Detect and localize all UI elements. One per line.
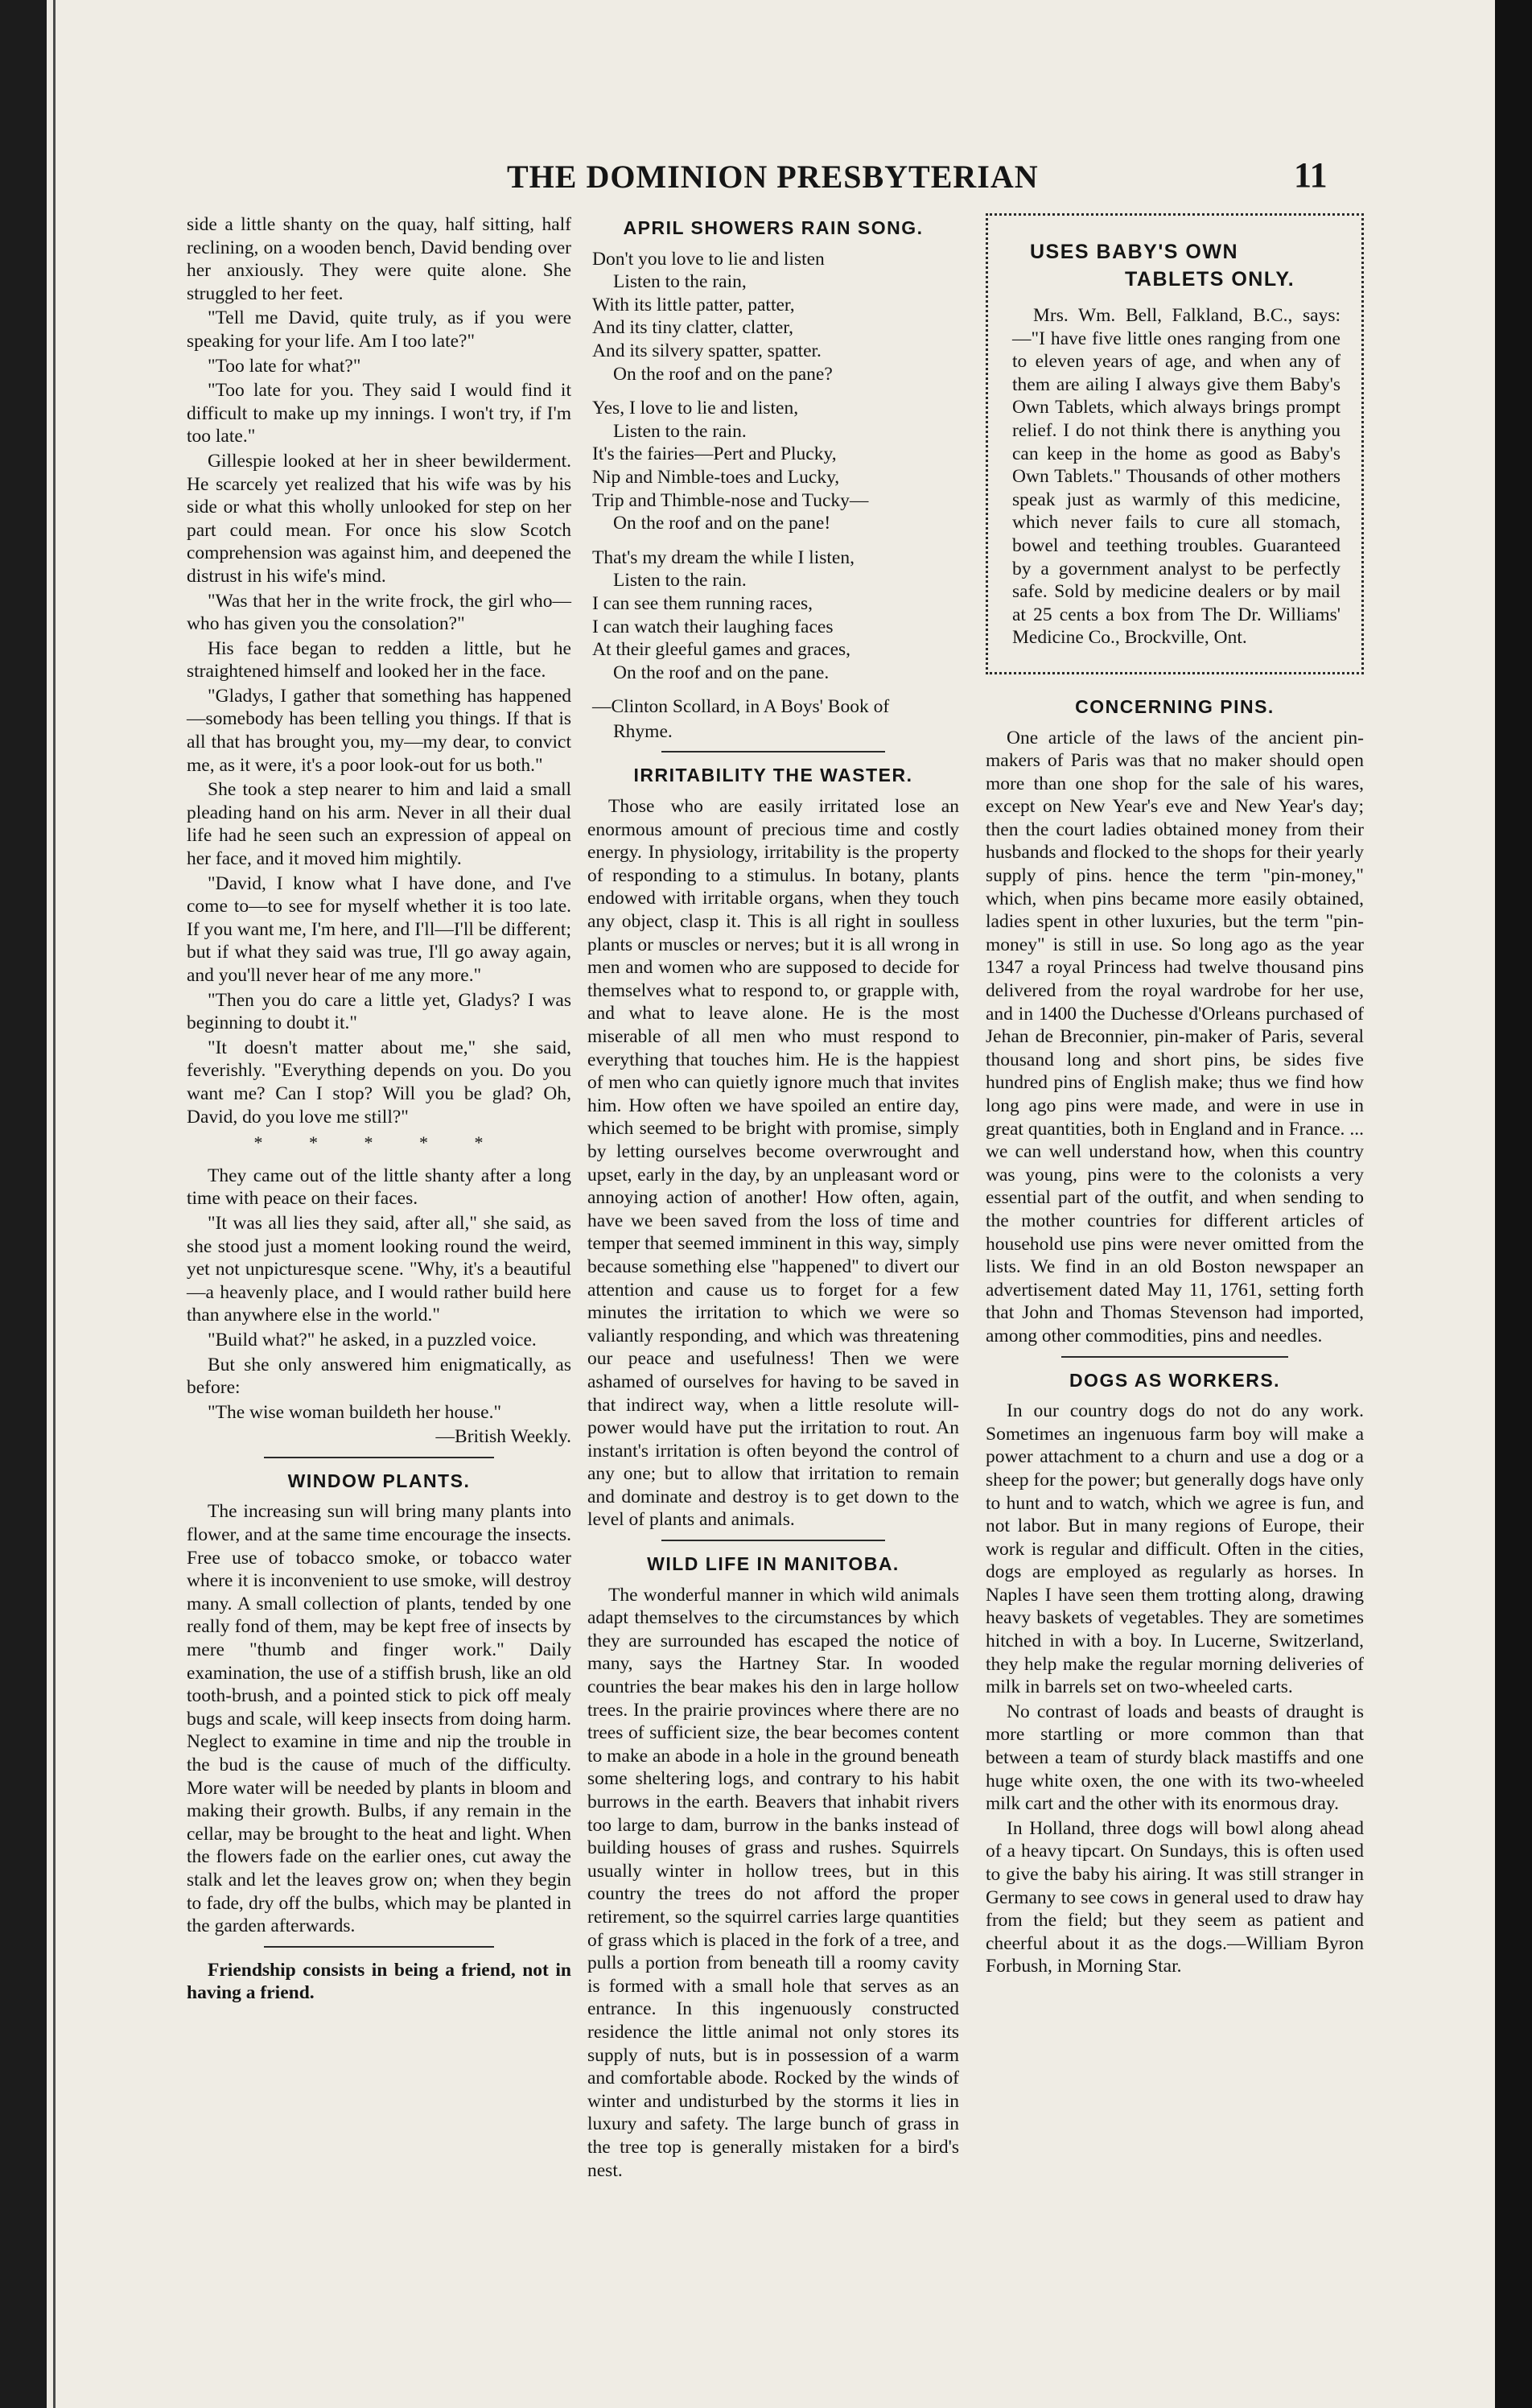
poem-line: At their gleeful games and graces, (592, 639, 851, 661)
poem-line: On the roof and on the pane. (613, 662, 830, 683)
story-paragraph: "Too late for you. They said I would find it difficult to make up my innings. I won't try, if I'm too late." (187, 380, 571, 447)
poem-line: Nip and Nimble-toes and Lucky, (592, 466, 840, 488)
poem-line: Trip and Thimble-nose and Tucky— (592, 489, 869, 511)
ad-heading-line-2: TABLETS ONLY. (1125, 268, 1295, 291)
story-paragraph: "Build what?" he asked, in a puzzled voice. (208, 1329, 537, 1350)
page-number: 11 (1294, 155, 1328, 195)
story-source: —British Weekly. (435, 1426, 571, 1448)
ad-heading (1030, 238, 1340, 293)
divider (661, 1540, 884, 1541)
poem (587, 248, 959, 685)
story-paragraph: "Too late for what?" (208, 355, 361, 377)
ad-heading-line-1: USES BABY'S OWN (1030, 241, 1239, 263)
poem-line: And its tiny clatter, clatter, (592, 317, 794, 339)
section-stars: * * * * * (253, 1132, 504, 1153)
story-paragraph: She took a step nearer to him and laid a small pleading hand on his arm. Never in all their dual life had he seen such an expression of appeal on her face, and it moved him mightily. (187, 779, 571, 870)
dogs-article (986, 1400, 1364, 1978)
dogs-paragraph: In our country dogs do not do any work. Sometimes an ingenuous farm boy will make a power attachment to a churn and use a dog or a sheep for the power; but generally dogs have only to hunt and to watch, which we agree is fun, and not labor. But in many regions of Europe, their work is regular and difficult. Often in the cities, dogs are employed as regularly as horses. In Naples I have seen them trotting along, drawing heavy baskets of vegetables. They are sometimes hitched in with a boy. In Lucerne, Switzerland, they help make the regular morning deliveries of milk in barrels set on two-wheeled carts. (986, 1400, 1364, 1698)
divider (264, 1457, 495, 1458)
page-title: THE DOMINION PRESBYTERIAN (507, 159, 1039, 195)
story-paragraph: side a little shanty on the quay, half sitting, half reclining, on a wooden bench, David bending over her anxiously. They were quite alone. She struggled to her feet. (187, 214, 571, 304)
story-paragraph: "Gladys, I gather that something has happened—somebody has been telling you things. If that is all that has brought you, my—my dear, to convict me, as it were, it's a poor look-out for us both." (187, 685, 571, 776)
irritability-heading: IRRITABILITY THE WASTER. (633, 765, 913, 786)
poem-stanza (592, 248, 959, 386)
story-continuation (187, 213, 571, 1128)
poem-line: That's my dream the while I listen, (592, 546, 855, 568)
divider (1061, 1356, 1288, 1358)
poem-stanza (592, 546, 959, 685)
story-paragraph: "Then you do care a little yet, Gladys? I was beginning to doubt it." (187, 989, 571, 1034)
poem-credit: —Clinton Scollard, in A Boys' Book of (592, 696, 890, 718)
scan-edge (1495, 0, 1532, 2408)
window-plants-heading: WINDOW PLANTS. (287, 1470, 471, 1491)
manitoba-heading: WILD LIFE IN MANITOBA. (647, 1553, 900, 1575)
column-middle (587, 213, 959, 2183)
story-paragraph: "David, I know what I have done, and I've come to—to see for myself whether it is too late. If you want me, I'm here, and I'll—I'll be different; but if what they said was true, I'll go away again, and you'll never hear of me any more." (187, 872, 571, 986)
dogs-heading: DOGS AS WORKERS. (1069, 1369, 1281, 1391)
poem-stanza (592, 397, 959, 535)
poem-line: Listen to the rain. (613, 570, 747, 592)
story-paragraph: His face began to redden a little, but he straightened himself and looked her in the face. (187, 637, 571, 682)
dogs-paragraph: No contrast of loads and beasts of draught is more startling or more common than that between a team of sturdy black mastiffs and one huge white oxen, the one with its two-wheeled milk cart and the other with its enormous dray. (986, 1701, 1364, 1815)
story-ending (187, 1165, 571, 1425)
pins-text: One article of the laws of the ancient pin-makers of Paris was that no maker should open more than one shop for the sale of his wares, except on New Year's eve and New Year's day; then the court ladies obtained money from their husbands and flocked to the shops for their yearly supply of pins. hence the term "pin-money," which, when pins became more easily obtained, ladies spent in other luxuries, but the term "pin-money" is still in use. So long ago as the year 1347 a royal Princess had twelve thousand pins delivered from the royal wardrobe for her use, and in 1400 the Duchesse d'Orleans purchased of Jehan de Breconnier, pin-maker of Paris, several thousand long and short pins, be sides five hundred pins of English make; thus we find how long ago pins were made, and were in use in great quantities, both in England and in France. ... we can well understand how, when this country was young, pins were to the colonists a very essential part of the outfit, and when sending to the mother countries for different articles of household use pins were never omitted from the lists. We find in an old Boston newspaper an advertisement dated May 11, 1761, setting forth that John and Thomas Stevenson had imported, among other commodities, pins and needles. (986, 727, 1364, 1346)
column-right (986, 213, 1364, 1980)
poem-line: On the roof and on the pane? (613, 363, 833, 385)
story-paragraph: "It was all lies they said, after all," she said, as she stood just a moment looking round the weird, yet not unpicturesque scene. "Why, it's a beautiful—a heavenly place, and I would rather build here than anywhere else in the world." (187, 1212, 571, 1326)
story-paragraph: "The wise woman buildeth her house." (208, 1401, 502, 1423)
poem-line: Listen to the rain. (613, 420, 747, 442)
poem-heading: APRIL SHOWERS RAIN SONG. (623, 217, 924, 238)
story-paragraph: But she only answered him enigmatically, as before: (187, 1354, 571, 1399)
poem-line: And its silvery spatter, spatter. (592, 340, 822, 361)
scan-gutter (0, 0, 47, 2408)
advertisement-box (986, 213, 1364, 674)
story-paragraph: They came out of the little shanty after a long time with peace on their faces. (187, 1165, 571, 1210)
friendship-quote: Friendship consists in being a friend, not in having a friend. (187, 1959, 571, 2004)
poem-line: I can see them running races, (592, 592, 813, 614)
pins-heading: CONCERNING PINS. (1075, 695, 1275, 717)
story-paragraph: Gillespie looked at her in sheer bewilderment. He scarcely yet realized that his wife was by his side or what this wholly unlooked for step on her part could mean. For once his slow Scotch comprehension was against him, and deepened the distrust in his wife's mind. (187, 450, 571, 587)
dogs-paragraph: In Holland, three dogs will bowl along ahead of a heavy tipcart. On Sundays, this is often used to give the baby his airing. It was still stranger in Germany to see cows in general used to draw hay from the field; but they seem as patient and cheerful about it as the dogs.—William Byron Forbush, in Morning Star. (986, 1817, 1364, 1977)
fold-line (53, 0, 56, 2408)
poem-line: With its little patter, patter, (592, 294, 795, 315)
poem-credit-2: Rhyme. (613, 720, 673, 742)
poem-line: It's the fairies—Pert and Plucky, (592, 443, 837, 465)
poem-line: Don't you love to lie and listen (592, 248, 825, 270)
poem-line: Listen to the rain, (613, 271, 747, 293)
story-paragraph: "It doesn't matter about me," she said, feverishly. "Everything depends on you. Do you want me? Can I stop? Will you be glad? Oh, David, do you love me still?" (187, 1037, 571, 1128)
column-left (187, 213, 571, 2006)
manitoba-text: The wonderful manner in which wild animals adapt themselves to the circumstances by which they are surrounded has escaped the notice of many, says the Hartney Star. In wooded countries the bear makes his den in large hollow trees. In the prairie provinces where there are no trees of sufficient size, the bear becomes content to make an abode in a hole in the ground beneath some sheltering logs, and contrary to his habit burrows in the earth. Beavers that inhabit rivers too large to dam, burrow in the banks instead of building houses of grass and rushes. Squirrels usually winter in hollow trees, but in this country the trees do not afford the proper retirement, so the squirrel carries large quantities of grass which is placed in the fork of a tree, and pulls a portion from beneath till a roomy cavity is formed with a small hole that serves as an entrance. In this ingenuously constructed residence the little animal not only stores its supply of nuts, but is in possession of a warm and comfortable abode. Rocked by the winds of winter and undisturbed by the storms it lies in luxury and safety. The large bunch of grass in the tree top is generally mistaken for a bird's nest. (587, 1584, 960, 2181)
poem-line: On the roof and on the pane! (613, 513, 831, 534)
irritability-text: Those who are easily irritated lose an enormous amount of precious time and costly energy. In physiology, irritability is the property of responding to a stimulus. In botany, plants endowed with irritable organs, when they touch any object, clasp it. This is all right in soulless plants or muscles or nerves; but it is all wrong in men and women who are supposed to decide for themselves what to respond to, or grapple with, and what to leave alone. He is the most miserable of all men who must respond to everything that touches him. He is the happiest of men who can quietly ignore much that invites him. How often we have spoiled an entire day, which seemed to be bright with promise, simply by letting ourselves become overwrought and upset, early in the day, by an unpleasant word or annoying action of another! How often, again, have we been saved from the loss of time and temper that seemed imminent in this way, simply because something else "happened" to divert our attention and cause us to forget for a few minutes the irritation to which we were so valiantly responding, and which was threatening our peace and usefulness! Then we were ashamed of ourselves for having to be saved in that indirect way, when a little resolute will-power would have put the irritation to rout. An instant's irritation is often beyond the control of any one; but to allow that irritation to remain and dominate and destroy is to get down to the level of plants and animals. (587, 796, 959, 1531)
divider (264, 1946, 495, 1948)
story-paragraph: "Was that her in the write frock, the girl who—who has given you the consolation?" (187, 590, 571, 635)
divider (661, 751, 884, 752)
story-paragraph: "Tell me David, quite truly, as if you were speaking for your life. Am I too late?" (187, 307, 571, 352)
poem-line: Yes, I love to lie and listen, (592, 398, 799, 419)
window-plants-text: The increasing sun will bring many plants into flower, and at the same time encourage the insects. Free use of tobacco smoke, or tobacco water where it is inconvenient to use smoke, will destroy many. A small collection of plants, tended by one really fond of them, may be kept free of insects by mere "thumb and finger work." Daily examination, the use of a stiffish brush, like an old tooth-brush, and a pointed stick to pick off mealy bugs and scale, will keep insects from doing harm. Neglect to examine in time and nip the trouble in the bud is the cause of much of the difficulty. More water will be needed by plants in bloom and making their growth. Bulbs, if any remain in the cellar, may be brought to the heat and light. When the flowers fade on the earlier ones, cut away the stalk and let the leaves grow on; when they begin to fade, dry off the bulbs, which may be planted in the garden afterwards. (187, 1501, 572, 1937)
ad-text: Mrs. Wm. Bell, Falkland, B.C., says:—"I have five little ones ranging from one to eleven years of age, and when any of them are ailing I always give them Baby's Own Tablets, which always brings prompt relief. I do not think there is anything you can keep in the home as good as Baby's Own Tablets." Thousands of other mothers speak just as warmly of this medicine, which never fails to cure all stomach, bowel and teething troubles. Guaranteed by a government analyst to be perfectly safe. Sold by medicine dealers or by mail at 25 cents a box from The Dr. Williams' Medicine Co., Brockville, Ont. (1012, 305, 1340, 649)
poem-line: I can watch their laughing faces (592, 616, 834, 637)
